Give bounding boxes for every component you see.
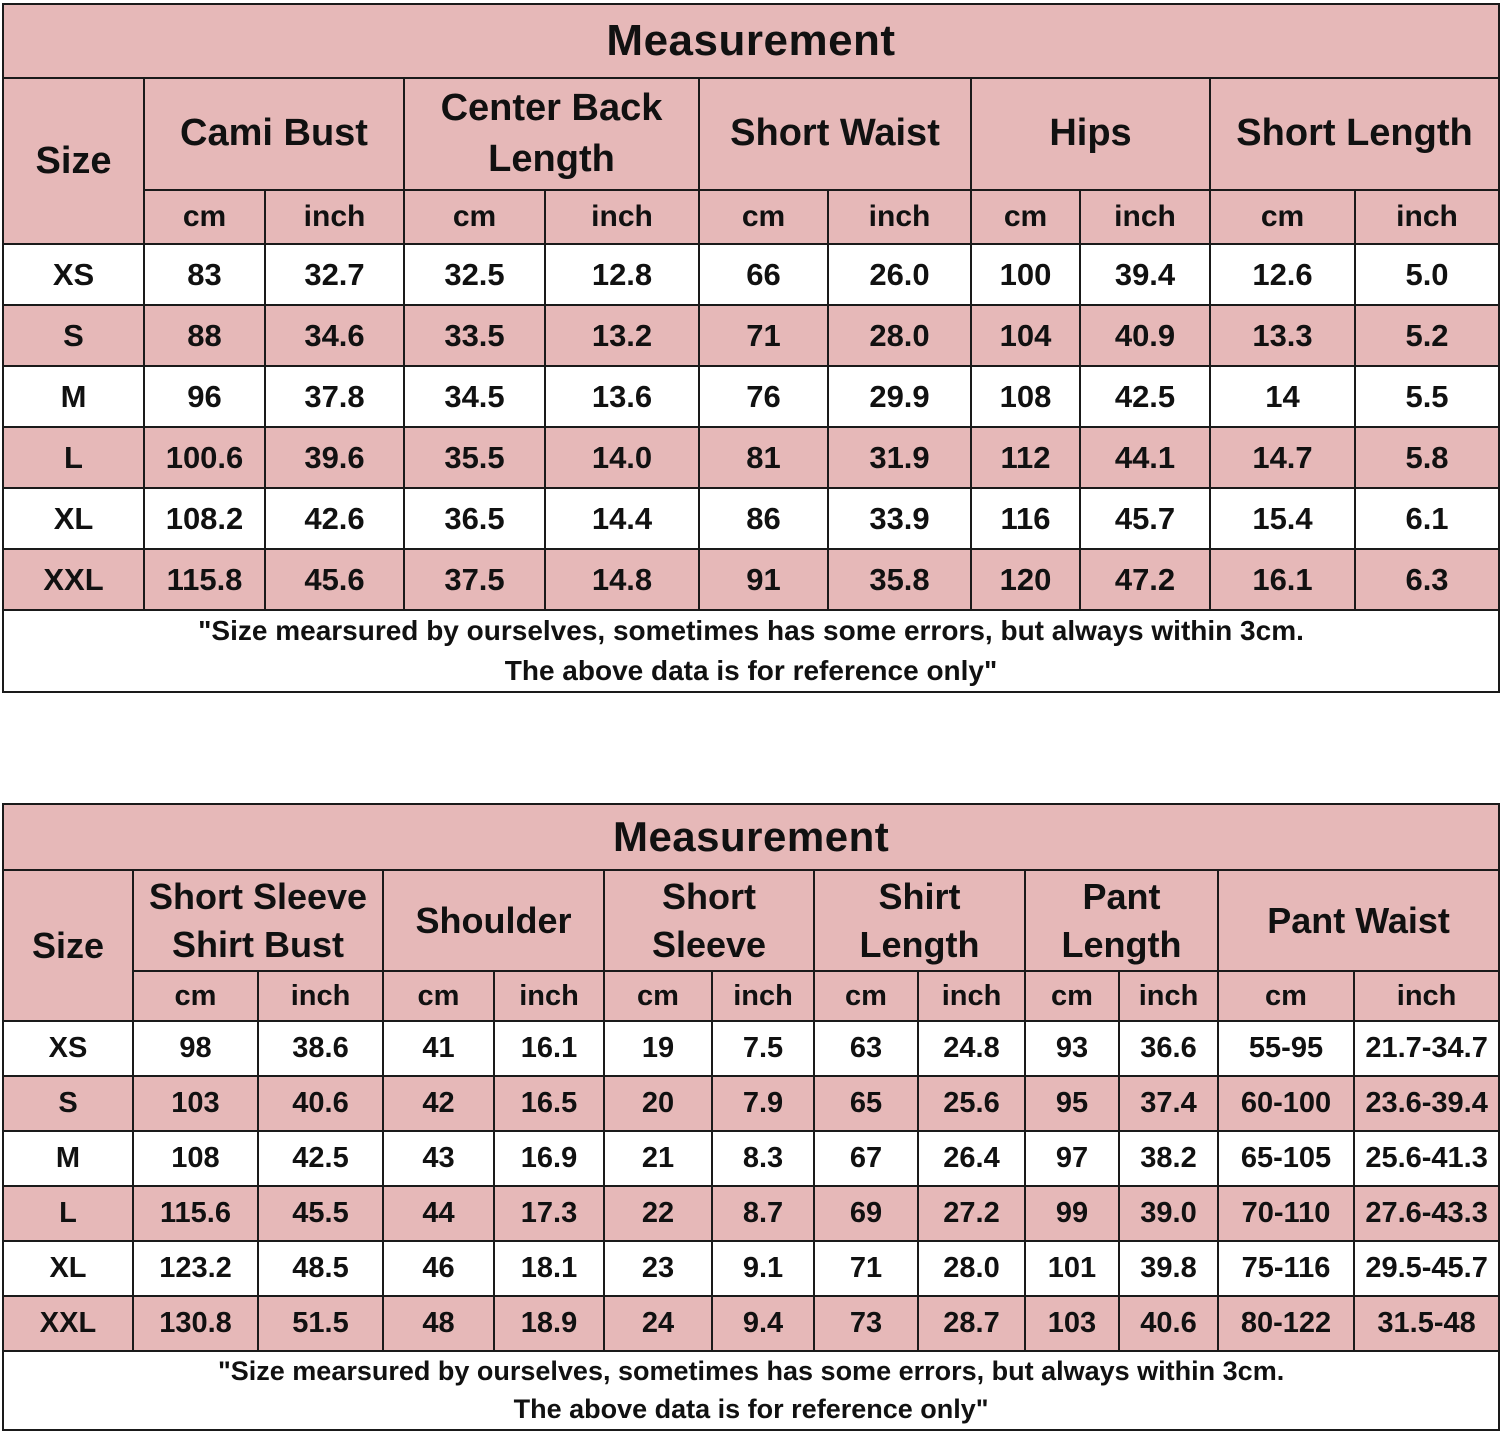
- value-cell: 12.8: [545, 244, 699, 305]
- value-cell: 21.7-34.7: [1354, 1021, 1499, 1076]
- value-cell: 71: [814, 1241, 918, 1296]
- value-cell: 116: [971, 488, 1080, 549]
- value-cell: 42.5: [1080, 366, 1210, 427]
- table2-col-header: [1025, 870, 1218, 971]
- measurement-table-2: [2, 803, 1500, 1431]
- size-cell: L: [3, 427, 144, 488]
- value-cell: 115.6: [133, 1186, 258, 1241]
- value-cell: 104: [971, 305, 1080, 366]
- table-row: [3, 366, 1499, 427]
- unit-header: inch: [828, 190, 971, 244]
- table-row: [3, 1131, 1499, 1186]
- table2-note-row: [3, 1351, 1499, 1430]
- size-cell: S: [3, 305, 144, 366]
- table2-col-header-text: Short Sleeve Shirt Bust: [148, 875, 368, 965]
- value-cell: 27.2: [918, 1186, 1025, 1241]
- value-cell: 98: [133, 1021, 258, 1076]
- table2-body: [3, 804, 1499, 1021]
- unit-header: cm: [133, 971, 258, 1021]
- value-cell: 44.1: [1080, 427, 1210, 488]
- value-cell: 13.2: [545, 305, 699, 366]
- value-cell: 39.8: [1119, 1241, 1218, 1296]
- value-cell: 7.9: [712, 1076, 814, 1131]
- table1-note: [3, 610, 1499, 692]
- value-cell: 6.3: [1355, 549, 1499, 610]
- value-cell: 13.6: [545, 366, 699, 427]
- value-cell: 22: [604, 1186, 712, 1241]
- value-cell: 16.9: [494, 1131, 604, 1186]
- value-cell: 39.6: [265, 427, 404, 488]
- value-cell: 12.6: [1210, 244, 1355, 305]
- unit-header: inch: [1119, 971, 1218, 1021]
- value-cell: 28.0: [828, 305, 971, 366]
- size-cell: M: [3, 1131, 133, 1186]
- unit-header: cm: [971, 190, 1080, 244]
- value-cell: 25.6-41.3: [1354, 1131, 1499, 1186]
- value-cell: 26.4: [918, 1131, 1025, 1186]
- value-cell: 108: [971, 366, 1080, 427]
- table1-body: [3, 4, 1499, 244]
- value-cell: 45.6: [265, 549, 404, 610]
- value-cell: 29.5-45.7: [1354, 1241, 1499, 1296]
- value-cell: 100.6: [144, 427, 265, 488]
- value-cell: 45.5: [258, 1186, 383, 1241]
- value-cell: 38.6: [258, 1021, 383, 1076]
- value-cell: 60-100: [1218, 1076, 1354, 1131]
- unit-header: cm: [1025, 971, 1119, 1021]
- note-line: The above data is for reference only": [504, 655, 998, 686]
- unit-header: inch: [1080, 190, 1210, 244]
- size-cell: XL: [3, 488, 144, 549]
- table2-col-header: [604, 870, 814, 971]
- value-cell: 15.4: [1210, 488, 1355, 549]
- value-cell: 31.9: [828, 427, 971, 488]
- value-cell: 14.0: [545, 427, 699, 488]
- value-cell: 14.7: [1210, 427, 1355, 488]
- table1-col-header: Cami Bust: [144, 78, 404, 190]
- table2-col-header: [133, 870, 383, 971]
- value-cell: 69: [814, 1186, 918, 1241]
- value-cell: 108: [133, 1131, 258, 1186]
- value-cell: 108.2: [144, 488, 265, 549]
- table1-col-header: [404, 78, 699, 190]
- note-line: "Size mearsured by ourselves, sometimes has some errors, but always within 3cm.: [217, 1356, 1285, 1386]
- value-cell: 14: [1210, 366, 1355, 427]
- size-cell: M: [3, 366, 144, 427]
- value-cell: 43: [383, 1131, 494, 1186]
- table2-col-header-text: Pant Length: [1061, 875, 1182, 965]
- value-cell: 83: [144, 244, 265, 305]
- value-cell: 40.6: [1119, 1296, 1218, 1351]
- unit-header: cm: [814, 971, 918, 1021]
- value-cell: 71: [699, 305, 828, 366]
- value-cell: 76: [699, 366, 828, 427]
- table-row: [3, 1076, 1499, 1131]
- value-cell: 101: [1025, 1241, 1119, 1296]
- value-cell: 46: [383, 1241, 494, 1296]
- value-cell: 37.5: [404, 549, 545, 610]
- value-cell: 100: [971, 244, 1080, 305]
- table1-title: Measurement: [3, 4, 1499, 78]
- value-cell: 63: [814, 1021, 918, 1076]
- value-cell: 26.0: [828, 244, 971, 305]
- value-cell: 37.4: [1119, 1076, 1218, 1131]
- value-cell: 27.6-43.3: [1354, 1186, 1499, 1241]
- value-cell: 67: [814, 1131, 918, 1186]
- value-cell: 34.6: [265, 305, 404, 366]
- unit-header: inch: [1355, 190, 1499, 244]
- value-cell: 65: [814, 1076, 918, 1131]
- table1-col-header: Short Waist: [699, 78, 971, 190]
- size-cell: S: [3, 1076, 133, 1131]
- value-cell: 41: [383, 1021, 494, 1076]
- unit-header: inch: [1354, 971, 1499, 1021]
- value-cell: 34.5: [404, 366, 545, 427]
- table2-data-rows: [3, 1021, 1499, 1351]
- table1-data-rows: [3, 244, 1499, 610]
- unit-header: cm: [604, 971, 712, 1021]
- table2-note: [3, 1351, 1499, 1430]
- table1-size-header: Size: [3, 78, 144, 244]
- value-cell: 93: [1025, 1021, 1119, 1076]
- value-cell: 103: [1025, 1296, 1119, 1351]
- value-cell: 16.1: [1210, 549, 1355, 610]
- size-cell: L: [3, 1186, 133, 1241]
- value-cell: 55-95: [1218, 1021, 1354, 1076]
- value-cell: 115.8: [144, 549, 265, 610]
- table2-col-header-text: Shirt Length: [859, 875, 980, 965]
- value-cell: 23: [604, 1241, 712, 1296]
- value-cell: 31.5-48: [1354, 1296, 1499, 1351]
- value-cell: 33.9: [828, 488, 971, 549]
- value-cell: 8.3: [712, 1131, 814, 1186]
- value-cell: 19: [604, 1021, 712, 1076]
- value-cell: 81: [699, 427, 828, 488]
- value-cell: 99: [1025, 1186, 1119, 1241]
- value-cell: 28.7: [918, 1296, 1025, 1351]
- value-cell: 96: [144, 366, 265, 427]
- value-cell: 6.1: [1355, 488, 1499, 549]
- value-cell: 86: [699, 488, 828, 549]
- value-cell: 40.9: [1080, 305, 1210, 366]
- table-row: [3, 244, 1499, 305]
- value-cell: 16.1: [494, 1021, 604, 1076]
- size-cell: XS: [3, 244, 144, 305]
- value-cell: 39.4: [1080, 244, 1210, 305]
- unit-header: cm: [404, 190, 545, 244]
- value-cell: 13.3: [1210, 305, 1355, 366]
- value-cell: 5.0: [1355, 244, 1499, 305]
- value-cell: 39.0: [1119, 1186, 1218, 1241]
- unit-header: inch: [712, 971, 814, 1021]
- value-cell: 25.6: [918, 1076, 1025, 1131]
- table1-col-header: Hips: [971, 78, 1210, 190]
- value-cell: 14.8: [545, 549, 699, 610]
- value-cell: 73: [814, 1296, 918, 1351]
- value-cell: 24: [604, 1296, 712, 1351]
- table-row: [3, 549, 1499, 610]
- unit-header: cm: [144, 190, 265, 244]
- value-cell: 65-105: [1218, 1131, 1354, 1186]
- value-cell: 33.5: [404, 305, 545, 366]
- measurement-table-1: [2, 3, 1500, 693]
- table1-title-row: [3, 4, 1499, 78]
- table1-col-header: Short Length: [1210, 78, 1499, 190]
- value-cell: 120: [971, 549, 1080, 610]
- table1-note-row: [3, 610, 1499, 692]
- value-cell: 36.5: [404, 488, 545, 549]
- value-cell: 75-116: [1218, 1241, 1354, 1296]
- value-cell: 88: [144, 305, 265, 366]
- table2-footer: [3, 1351, 1499, 1430]
- value-cell: 32.5: [404, 244, 545, 305]
- value-cell: 5.2: [1355, 305, 1499, 366]
- value-cell: 40.6: [258, 1076, 383, 1131]
- value-cell: 9.4: [712, 1296, 814, 1351]
- value-cell: 112: [971, 427, 1080, 488]
- unit-header: inch: [918, 971, 1025, 1021]
- table1-unit-row: [3, 190, 1499, 244]
- size-cell: XXL: [3, 549, 144, 610]
- note-line: "Size mearsured by ourselves, sometimes has some errors, but always within 3cm.: [198, 615, 1304, 647]
- value-cell: 47.2: [1080, 549, 1210, 610]
- table1-footer: [3, 610, 1499, 692]
- table-row: [3, 488, 1499, 549]
- unit-header: inch: [265, 190, 404, 244]
- value-cell: 18.9: [494, 1296, 604, 1351]
- value-cell: 14.4: [545, 488, 699, 549]
- table-row: [3, 427, 1499, 488]
- value-cell: 17.3: [494, 1186, 604, 1241]
- value-cell: 35.8: [828, 549, 971, 610]
- value-cell: 42: [383, 1076, 494, 1131]
- value-cell: 103: [133, 1076, 258, 1131]
- value-cell: 5.5: [1355, 366, 1499, 427]
- value-cell: 51.5: [258, 1296, 383, 1351]
- value-cell: 123.2: [133, 1241, 258, 1296]
- value-cell: 9.1: [712, 1241, 814, 1296]
- value-cell: 7.5: [712, 1021, 814, 1076]
- value-cell: 130.8: [133, 1296, 258, 1351]
- value-cell: 91: [699, 549, 828, 610]
- table-row: [3, 1241, 1499, 1296]
- table-row: [3, 305, 1499, 366]
- table2-size-header: Size: [3, 870, 133, 1021]
- unit-header: inch: [545, 190, 699, 244]
- value-cell: 28.0: [918, 1241, 1025, 1296]
- value-cell: 70-110: [1218, 1186, 1354, 1241]
- value-cell: 95: [1025, 1076, 1119, 1131]
- value-cell: 80-122: [1218, 1296, 1354, 1351]
- value-cell: 42.6: [265, 488, 404, 549]
- value-cell: 97: [1025, 1131, 1119, 1186]
- unit-header: inch: [494, 971, 604, 1021]
- value-cell: 48: [383, 1296, 494, 1351]
- table2-unit-row: [3, 971, 1499, 1021]
- size-cell: XL: [3, 1241, 133, 1296]
- value-cell: 16.5: [494, 1076, 604, 1131]
- table2-title: Measurement: [3, 804, 1499, 870]
- value-cell: 21: [604, 1131, 712, 1186]
- table2-title-row: [3, 804, 1499, 870]
- value-cell: 42.5: [258, 1131, 383, 1186]
- table2-col-header: Shoulder: [383, 870, 604, 971]
- value-cell: 24.8: [918, 1021, 1025, 1076]
- value-cell: 37.8: [265, 366, 404, 427]
- size-cell: XXL: [3, 1296, 133, 1351]
- value-cell: 8.7: [712, 1186, 814, 1241]
- unit-header: cm: [383, 971, 494, 1021]
- value-cell: 44: [383, 1186, 494, 1241]
- value-cell: 48.5: [258, 1241, 383, 1296]
- value-cell: 38.2: [1119, 1131, 1218, 1186]
- value-cell: 23.6-39.4: [1354, 1076, 1499, 1131]
- value-cell: 36.6: [1119, 1021, 1218, 1076]
- table-row: [3, 1186, 1499, 1241]
- unit-header: inch: [258, 971, 383, 1021]
- table-row: [3, 1296, 1499, 1351]
- value-cell: 5.8: [1355, 427, 1499, 488]
- table-row: [3, 1021, 1499, 1076]
- table2-col-header: Pant Waist: [1218, 870, 1499, 971]
- value-cell: 29.9: [828, 366, 971, 427]
- note-line: The above data is for reference only": [513, 1394, 989, 1425]
- unit-header: cm: [1218, 971, 1354, 1021]
- value-cell: 18.1: [494, 1241, 604, 1296]
- table2-header-row: [3, 870, 1499, 971]
- unit-header: cm: [699, 190, 828, 244]
- table2-col-header: [814, 870, 1025, 971]
- value-cell: 45.7: [1080, 488, 1210, 549]
- unit-header: cm: [1210, 190, 1355, 244]
- size-cell: XS: [3, 1021, 133, 1076]
- value-cell: 35.5: [404, 427, 545, 488]
- table1-header-row: [3, 78, 1499, 190]
- value-cell: 66: [699, 244, 828, 305]
- table1-col-header-text: Center Back Length: [440, 86, 663, 180]
- value-cell: 32.7: [265, 244, 404, 305]
- value-cell: 20: [604, 1076, 712, 1131]
- table2-col-header-text: Short Sleeve: [651, 875, 767, 965]
